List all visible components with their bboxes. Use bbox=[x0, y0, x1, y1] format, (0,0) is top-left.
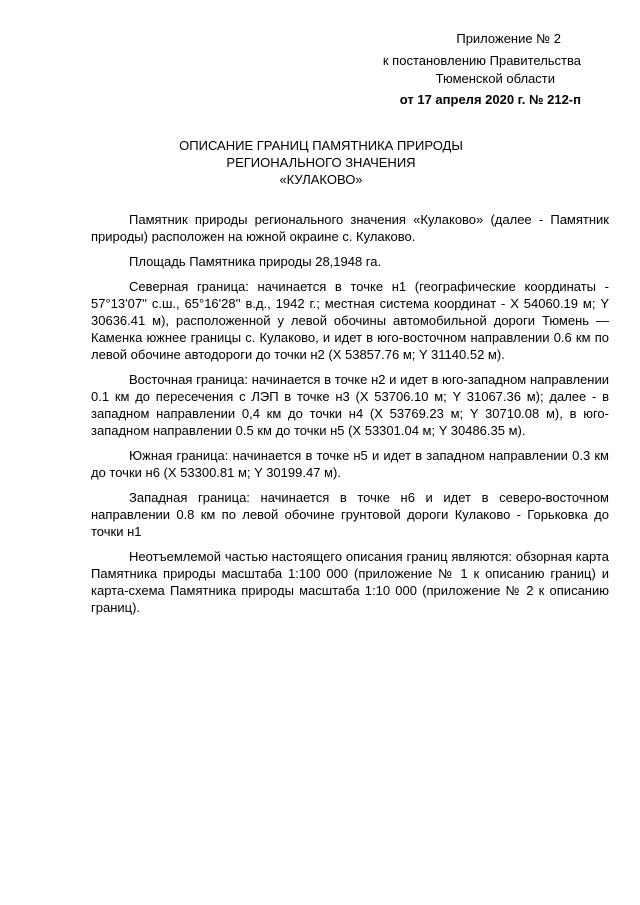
paragraph-intro: Памятник природы регионального значения «Кулаково» (далее - Памятник природы) расположен на южной окраине с. Кулаково. bbox=[91, 212, 609, 244]
title-line-3: «КУЛАКОВО» bbox=[279, 172, 363, 187]
paragraph-north-border: Северная граница: начинается в точке н1 (географические координаты - 57°13'07'' с.ш., 65°16'28'' в.д., 1942 г.; местная система координат - X 54060.19 м; Y 30636.41 м), расположенной у левой обочины автомобильной дороги Тюмень — Каменка южнее границы с. Кулаково, и идет в юго-восточном направлении 0.6 км по левой обочине автодороги до точки н2 (X 53857.76 м; Y 31140.52 м). bbox=[91, 279, 609, 362]
paragraph-east-border: Восточная граница: начинается в точке н2 и идет в юго-западном направлении 0.1 км до пересечения с ЛЭП в точке н3 (X 53706.10 м; Y 31067.36 м); далее - в западном направлении 0,4 км до точки н4 (X 53769.23 м; Y 30710.08 м), в юго-западном направлении 0.5 км до точки н5 (X 53301.04 м; Y 30486.35 м). bbox=[91, 372, 609, 438]
appendix-to-line-2: Тюменской области bbox=[435, 71, 555, 86]
document-title bbox=[61, 137, 581, 188]
title-line-1: ОПИСАНИЕ ГРАНИЦ ПАМЯТНИКА ПРИРОДЫ bbox=[179, 138, 463, 153]
appendix-to-line-1: к постановлению Правительства bbox=[382, 53, 581, 68]
document-body bbox=[91, 211, 609, 616]
title-line-2: РЕГИОНАЛЬНОГО ЗНАЧЕНИЯ bbox=[226, 155, 416, 170]
appendix-number: Приложение № 2 bbox=[456, 31, 561, 46]
paragraph-west-border: Западная граница: начинается в точке н6 и идет в северо-восточном направлении 0.8 км по левой обочине грунтовой дороги Кулаково - Горьковка до точки н1 bbox=[91, 490, 609, 539]
paragraph-south-border: Южная граница: начинается в точке н5 и идет в западном направлении 0.3 км до точки н6 (X 53300.81 м; Y 30199.47 м). bbox=[91, 448, 609, 480]
paragraph-area: Площадь Памятника природы 28,1948 га. bbox=[129, 254, 382, 269]
resolution-date-number: от 17 апреля 2020 г. № 212-п bbox=[399, 92, 581, 107]
appendix-header bbox=[91, 30, 581, 109]
paragraph-attachments: Неотъемлемой частью настоящего описания границ являются: обзорная карта Памятника природы масштаба 1:100 000 (приложение № 1 к описанию границ) и карта-схема Памятника природы масштаба 1:10 000 (приложение № 2 к описанию границ). bbox=[91, 549, 609, 615]
